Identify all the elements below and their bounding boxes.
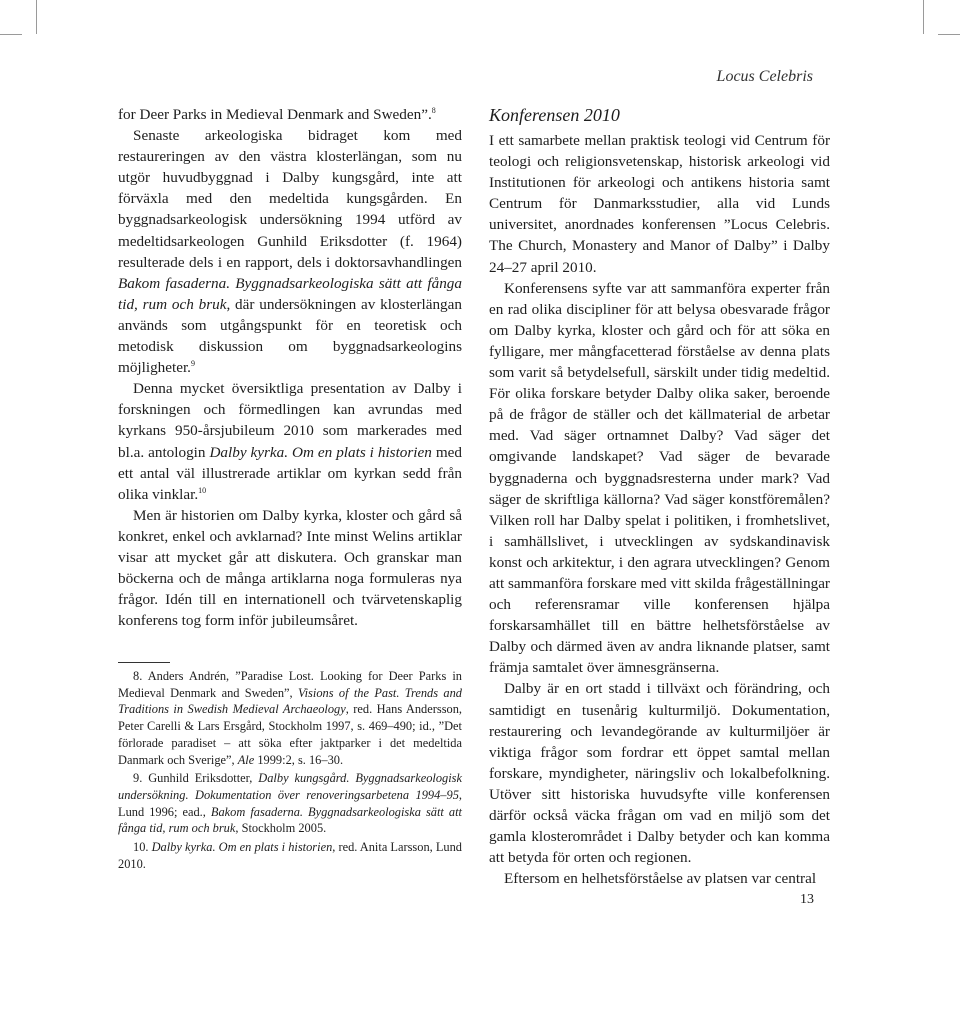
section-heading: Konferensen 2010 <box>489 105 620 125</box>
right-column <box>489 104 830 889</box>
page-number: 13 <box>800 892 814 907</box>
paragraph: for Deer Parks in Medieval Denmark and Sweden”.$^8$ <box>118 106 436 123</box>
footnote: 8. Anders Andrén, ”Paradise Lost. Looking for Deer Parks in Medieval Denmark and Sweden”, Visions of the Past. Trends and Traditions in Swedish Medieval Archaeology, red. Hans Andersson, Peter Carelli & Lars Ersgård, Stockholm 1997, s. 469–490; id., ”Det förlorade paradiset – att söka efter jaktparker i det medeltida Danmark och Sverige”, Ale 1999:2, s. 16–30. <box>118 669 463 767</box>
footnote-rule <box>118 662 170 663</box>
paragraph: Konferensens syfte var att sammanföra experter från en rad olika discipliner för att belysa obesvarade frågor om Dalby kyrka, kloster och gård och för att söka en fylligare, mer mångfacetterad förståelse av denna plats som varit så betydelsefull, särskilt under tidig medeltid. För olika forskare betyder Dalby olika saker, beroende på de frågor de ställer och det källmaterial de arbetar med. Vad säger ortnamnet Dalby? Vad säger det omgivande landskapet? Vad säger de bevarade byggnaderna och byggnadsresterna under mark? Vad säger de skriftliga källorna? Vad säger konstföremålen? Vilken roll har Dalby spelat i politiken, i fromhetslivet, i samhällslivet, i utvecklingen av sydskandinavisk konst och arkitektur, i den agrara utvecklingen? Genom att sammanföra forskare med vitt skilda frågeställningar och referensramar ville konferensen hjälpa forskarsamhället till en bättre helhetsförståelse av Dalby och därmed även av andra liknande platser, samt främja samtalet över ämnesgränserna. <box>489 279 830 677</box>
crop-mark <box>938 34 960 35</box>
paragraph: Denna mycket översiktliga presentation av Dalby i forskningen och förmedlingen kan avrundas med kyrkans 950-årsjubileum 2010 som markerades med bl.a. antologin Dalby kyrka. Om en plats i historien med ett antal väl illustrerade artiklar om kyrkan sedd från olika vinklar.$^{10}$ <box>118 380 462 503</box>
footnote: 9. Gunhild Eriksdotter, Dalby kungsgård. Byggnadsarkeologisk undersökning. Dokumentation över renoveringsarbetena 1994–95, Lund 1996; ead., Bakom fasaderna. Byggnadsarkeologiska sätt att fånga tid, rum och bruk, Stockholm 2005. <box>118 771 463 836</box>
footnote-ref: 8 <box>431 106 436 115</box>
crop-mark <box>923 0 924 34</box>
paragraph: Men är historien om Dalby kyrka, kloster och gård så konkret, enkel och avklarnad? Inte minst Welins artiklar visar att mycket går att diskutera. Och granskar man böckerna och de många artiklarna noga formuleras nya frågor. Idén till en internationell och tvärvetenskaplig konferens tog form inför jubileumsåret. <box>118 506 462 630</box>
footnotes <box>118 668 462 874</box>
paragraph: Senaste arkeologiska bidraget kom med restaureringen av den västra klosterlängan, som nu utgör huvudbyggnad i Dalby kungsgård, inte att förväxla med den medeltida kungsgården. En byggnadsarkeologisk undersökning 1994 utförd av medeltidsarkeologen Gunhild Eriksdotter (f. 1964) resulterade dels i en rapport, dels i doktorsavhandlingen Bakom fasaderna. Byggnadsarkeologiska sätt att fånga tid, rum och bruk, där undersökningen av klosterlängan används som utgångspunkt för en teoretisk och metodisk diskussion om byggnadsarkeologins möjligheter.$^9$ <box>118 127 462 377</box>
crop-mark <box>36 0 37 34</box>
left-column <box>118 104 462 631</box>
footnote-ref: 10 <box>198 485 207 495</box>
paragraph: Eftersom en helhetsförståelse av platsen var central <box>504 870 817 888</box>
paragraph: I ett samarbete mellan praktisk teologi vid Centrum för teologi och religionsvetenskap, historisk arkeologi vid Institutionen för arkeologi och antikens historia samt Centrum för Danmarksstudier, alla vid Lunds universitet, anordnades konferensen ”Locus Celebris. The Church, Monastery and Manor of Dalby” i Dalby 24–27 april 2010. <box>489 132 830 276</box>
footnote-ref: 9 <box>190 359 195 369</box>
paragraph: Dalby är en ort stadd i tillväxt och förändring, och samtidigt en tusenårig kulturmiljö. Dokumentation, restaurering och levandegörande av kulturmiljöer är viktiga frågor som fordrar ett öppet samtal mellan forskare, myndigheter, näringsliv och lokalbefolkning. Utöver sitt historiska huvudsyfte ville konferensen därför också väcka frågan om vad en miljö som det gamla klosterområdet i Dalby betyder och kan komma att betyda för orten och regionen. <box>489 680 830 867</box>
running-header: Locus Celebris <box>716 68 813 85</box>
crop-mark <box>0 34 22 35</box>
footnote: 10. Dalby kyrka. Om en plats i historien, red. Anita Larsson, Lund 2010. <box>118 840 462 871</box>
